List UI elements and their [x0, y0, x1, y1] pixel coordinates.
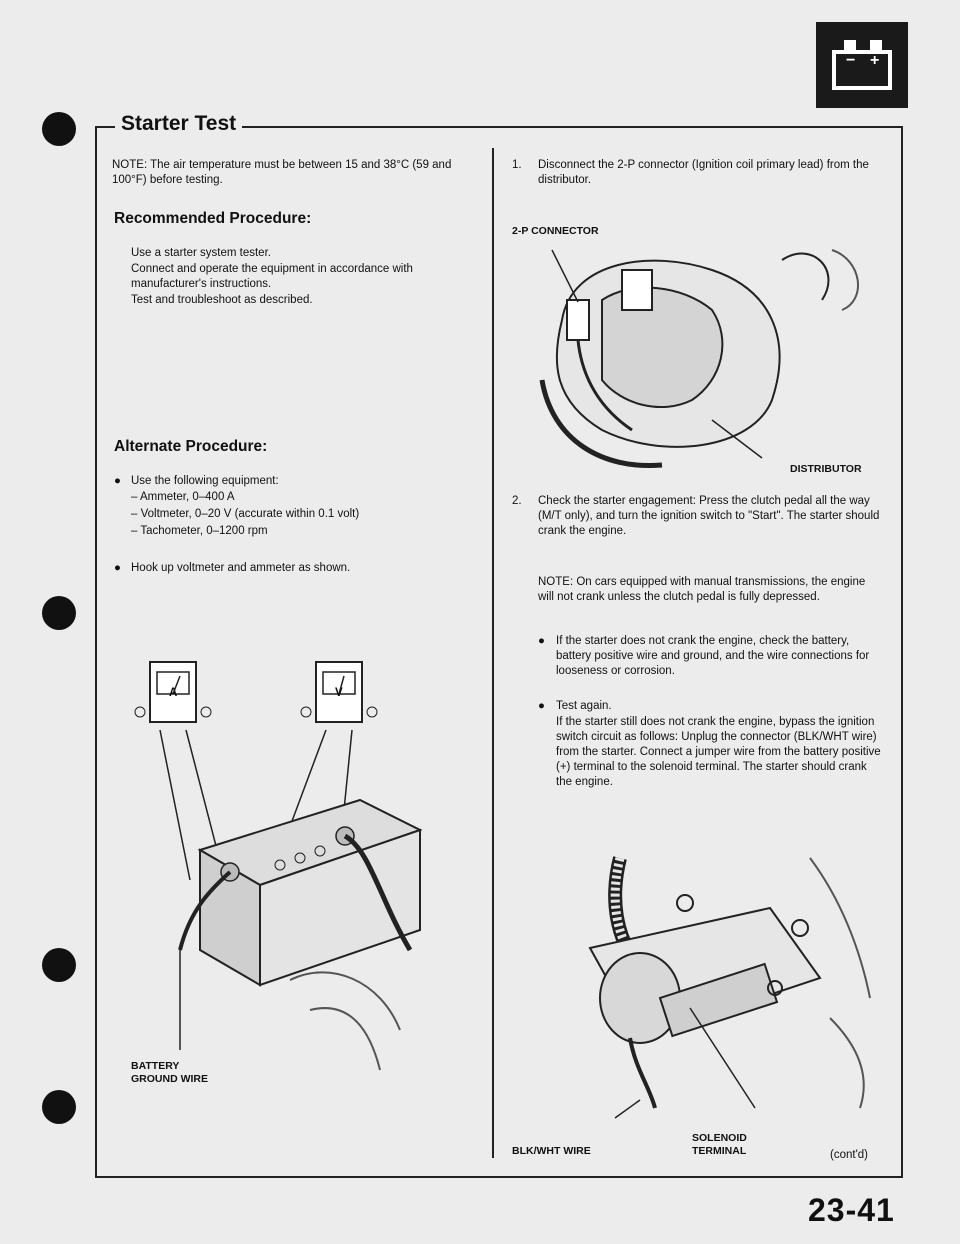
recommended-line-1: Use a starter system tester. [131, 247, 271, 259]
distributor-label: DISTRIBUTOR [790, 463, 862, 475]
recommended-heading: Recommended Procedure: [114, 210, 312, 227]
equipment-ammeter: – Ammeter, 0–400 A [131, 491, 235, 503]
distributor-illustration [512, 200, 882, 475]
step-2-text: Check the starter engagement: Press the clutch pedal all the way (M/T only), and turn the ignition switch to "Start". The starter should crank the engine. [538, 495, 880, 537]
battery-meter-illustration [130, 650, 480, 1090]
battery-negative-post [844, 40, 856, 50]
ground-wire-label: GROUND WIRE [131, 1073, 208, 1085]
equipment-voltmeter: – Voltmeter, 0–20 V (accurate within 0.1 volt) [131, 508, 360, 520]
equipment-tachometer: – Tachometer, 0–1200 rpm [131, 525, 268, 537]
alt-bullet-hookup: Hook up voltmeter and ammeter as shown. [131, 562, 351, 574]
continued-note: (cont'd) [830, 1149, 868, 1161]
battery-label: BATTERY [131, 1060, 180, 1072]
bullet-test-again-title: Test again. [556, 700, 612, 712]
plus-sign: + [870, 52, 880, 69]
step-1-text: Disconnect the 2-P connector (Ignition coil primary lead) from the distributor. [538, 159, 869, 186]
connector-label: 2-P CONNECTOR [512, 225, 599, 237]
bullet-dot: ● [114, 475, 121, 487]
battery-positive-post [870, 40, 882, 50]
alternate-heading: Alternate Procedure: [114, 438, 268, 455]
note-manual-transmission: NOTE: On cars equipped with manual transmissions, the engine will not crank unless the clutch pedal is fully depressed. [538, 576, 866, 603]
solenoid-label: SOLENOID [692, 1132, 747, 1144]
note-temperature: NOTE: The air temperature must be between 15 and 38°C (59 and 100°F) before testing. [112, 159, 452, 186]
recommended-line-3: Test and troubleshoot as described. [131, 294, 313, 306]
ammeter-label: A [169, 687, 178, 699]
recommended-line-2: Connect and operate the equipment in accordance with manufacturer's instructions. [131, 263, 413, 290]
starter-solenoid-illustration [560, 838, 890, 1128]
solenoid-terminal-label: TERMINAL [692, 1145, 747, 1157]
voltmeter-label: V [335, 687, 343, 699]
page-title: Starter Test [115, 112, 242, 136]
battery-icon [816, 22, 908, 108]
binder-hole-1 [42, 112, 76, 146]
column-divider [492, 148, 494, 1158]
alt-bullet-equipment: Use the following equipment: [131, 475, 279, 487]
step-2-number: 2. [512, 495, 522, 507]
blk-wht-wire-label: BLK/WHT WIRE [512, 1145, 591, 1157]
binder-hole-4 [42, 1090, 76, 1124]
battery-body [832, 50, 892, 90]
minus-sign: − [846, 52, 856, 69]
bullet-dot: ● [538, 700, 545, 712]
bullet-dot: ● [114, 562, 121, 574]
page-number: 23-41 [808, 1192, 895, 1228]
binder-hole-3 [42, 948, 76, 982]
step-1-number: 1. [512, 159, 522, 171]
bullet-check-battery: If the starter does not crank the engine, check the battery, battery positive wire and ground, and the wire connections for looseness or corrosion. [556, 635, 870, 677]
binder-hole-2 [42, 596, 76, 630]
bullet-dot: ● [538, 635, 545, 647]
bullet-test-again-body: If the starter still does not crank the engine, bypass the ignition switch circuit as follows: Unplug the connector (BLK/WHT wire) from the starter. Connect a jumper wire from the battery positive (+) terminal to the solenoid terminal. The starter should crank the engine. [556, 716, 881, 788]
